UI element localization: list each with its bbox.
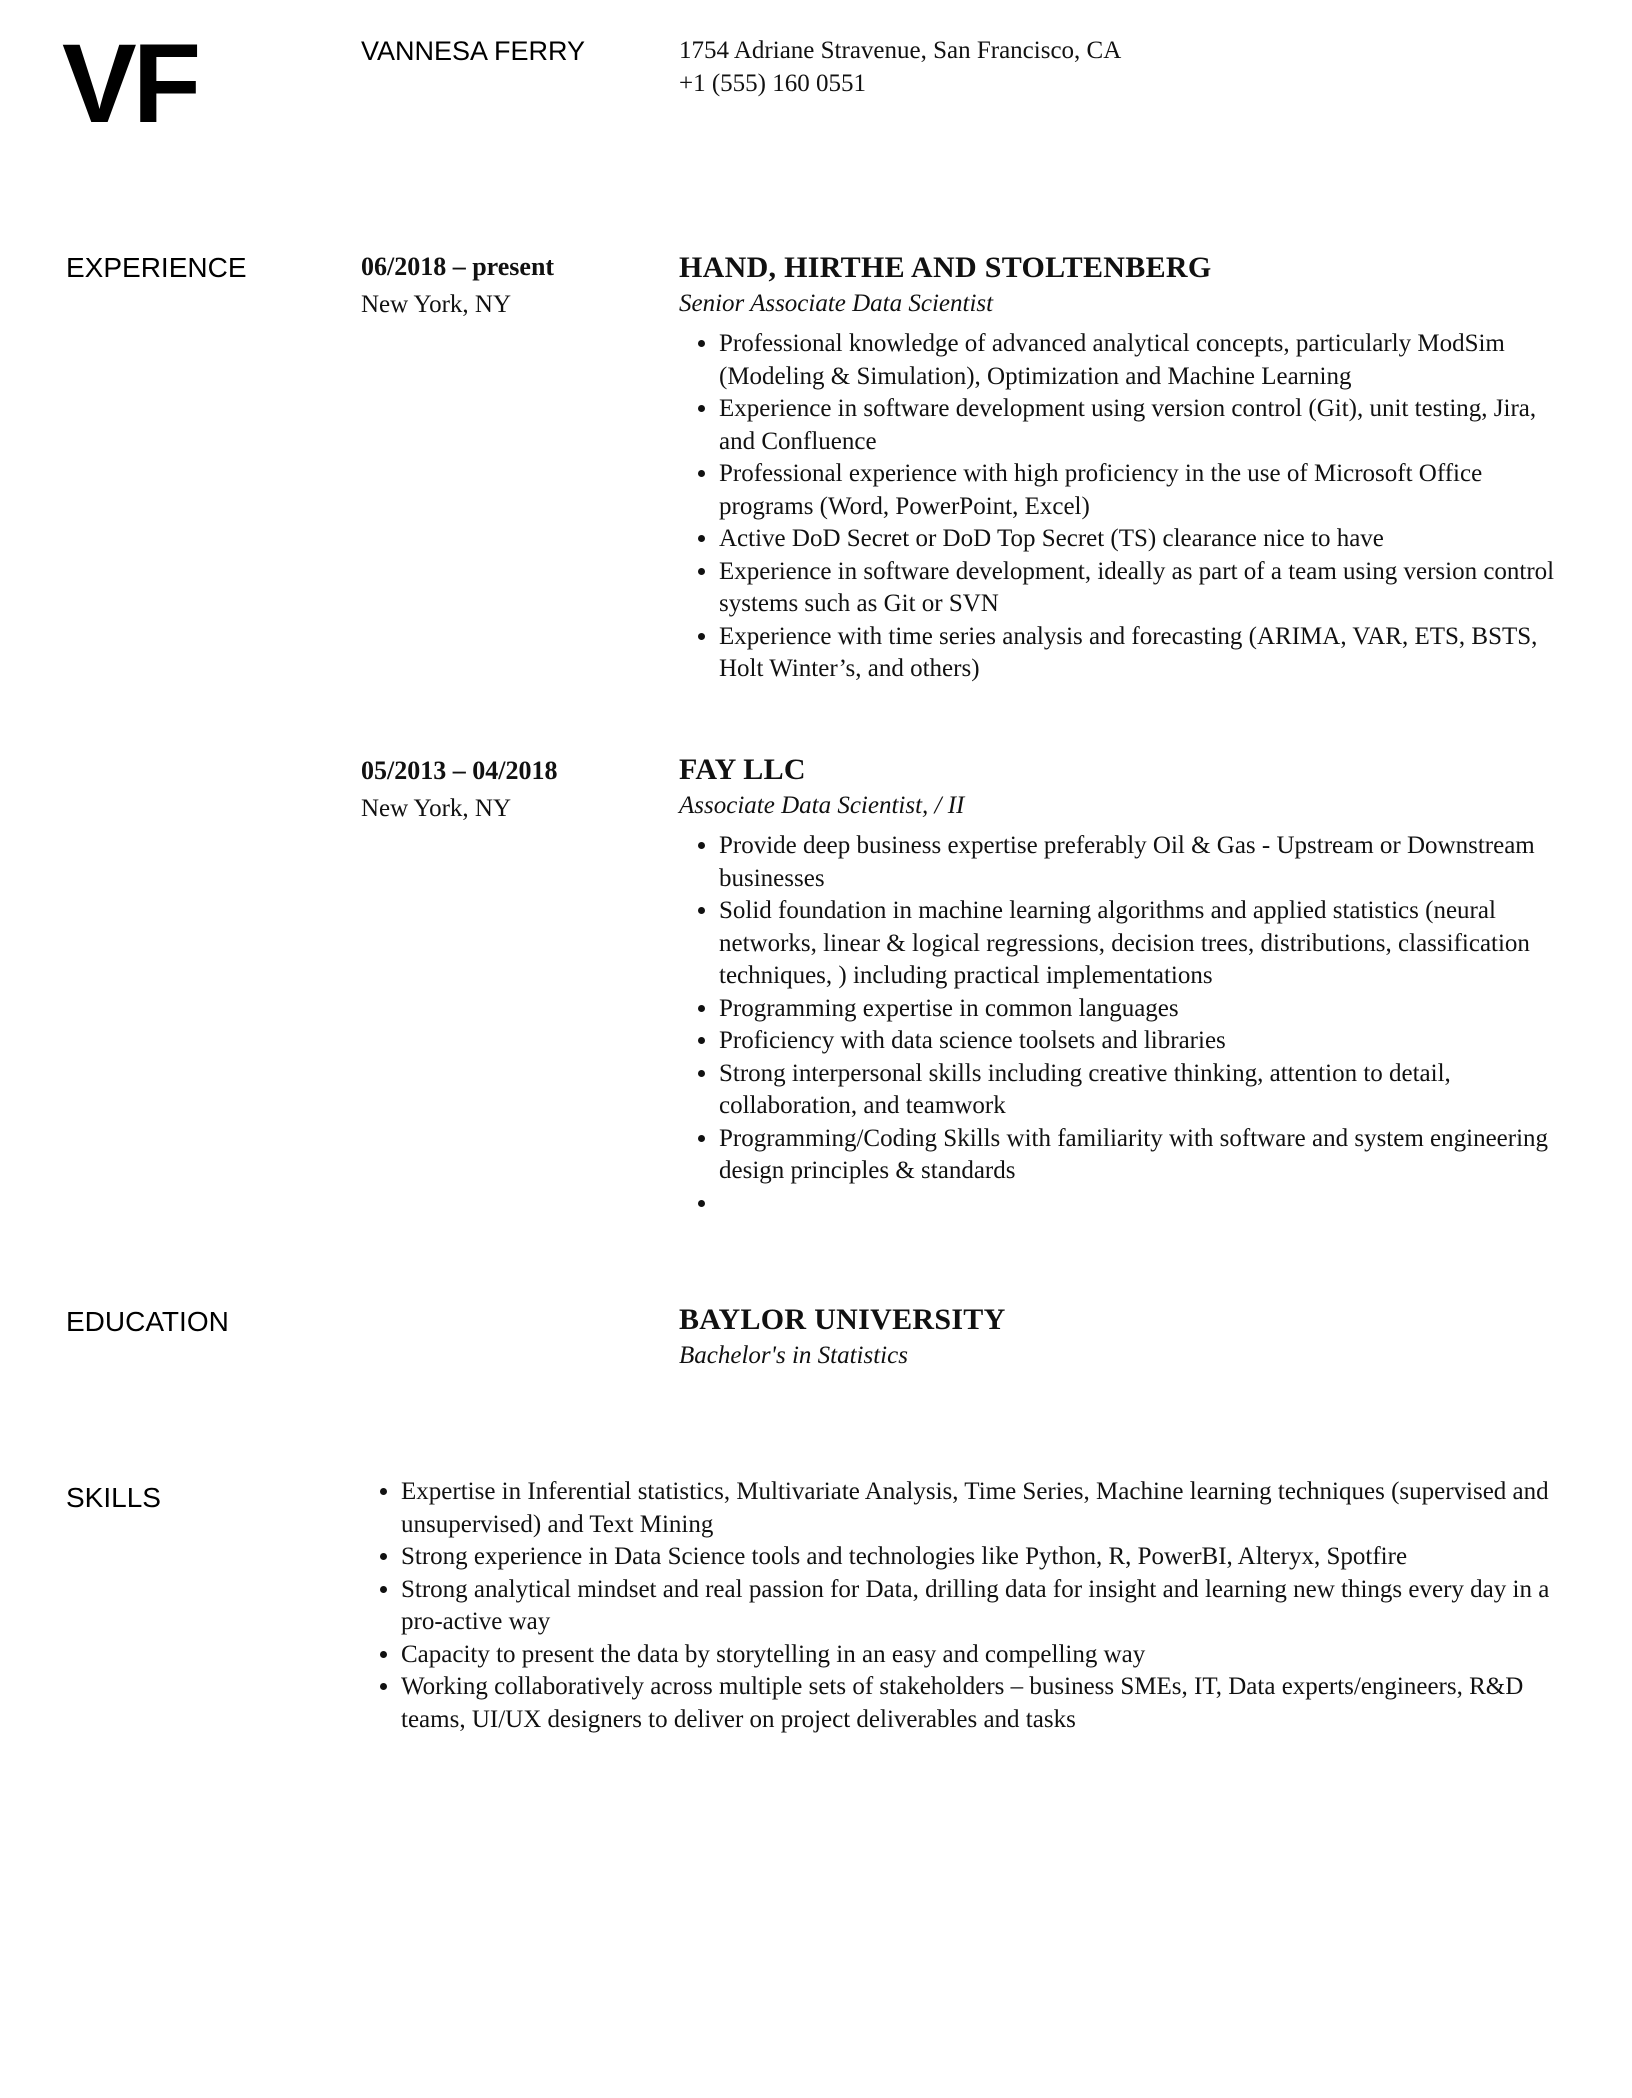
- contact-info: [679, 34, 1121, 100]
- list-item: • Experience in software development using version control (Git), unit testing, Jira, and Confluence: [719, 393, 1559, 458]
- job-entry: [679, 752, 1559, 1220]
- list-item: • Experience in software development, ideally as part of a team using version control systems such as Git or SVN: [719, 556, 1559, 621]
- company-name: FAY LLC: [679, 753, 806, 786]
- list-item: • Solid foundation in machine learning algorithms and applied statistics (neural networks, linear & logical regressions, decision trees, distributions, classification techniques, ) including practical implementations: [719, 895, 1559, 993]
- job-dates: 05/2013 – 04/2018: [361, 756, 558, 785]
- section-heading-experience: EXPERIENCE: [66, 252, 247, 283]
- job-dates: 06/2018 – present: [361, 252, 555, 281]
- skills-list: [361, 1476, 1561, 1736]
- list-item: • Professional experience with high proficiency in the use of Microsoft Office programs (Word, PowerPoint, Excel): [719, 458, 1559, 523]
- job-location: New York, NY: [361, 291, 512, 318]
- job-location: New York, NY: [361, 795, 512, 822]
- list-item: • Programming expertise in common languages: [719, 993, 1559, 1026]
- education-entry: [679, 1302, 1559, 1374]
- list-item: • Professional knowledge of advanced analytical concepts, particularly ModSim (Modeling & Simulation), Optimization and Machine Learning: [719, 328, 1559, 393]
- section-heading-education: EDUCATION: [66, 1306, 229, 1337]
- address: 1754 Adriane Stravenue, San Francisco, CA: [679, 37, 1122, 64]
- monogram: VF: [62, 21, 198, 146]
- skills-bullets: [361, 1476, 1561, 1736]
- list-item: [719, 1188, 1559, 1221]
- candidate-name: VANNESA FERRY: [361, 36, 586, 66]
- job-entry: [679, 250, 1559, 686]
- job-title: Senior Associate Data Scientist: [679, 290, 994, 317]
- job-bullets: [679, 830, 1559, 1220]
- job-meta: [361, 752, 557, 828]
- job-title: Associate Data Scientist, / II: [679, 792, 965, 819]
- list-item: • Programming/Coding Skills with familiarity with software and system engineering design principles & standards: [719, 1123, 1559, 1188]
- school-name: BAYLOR UNIVERSITY: [679, 1303, 1006, 1336]
- list-item: • Working collaboratively across multiple sets of stakeholders – business SMEs, IT, Data experts/engineers, R&D teams, UI/UX designers to deliver on project deliverables and tasks: [401, 1671, 1561, 1736]
- list-item: • Capacity to present the data by storytelling in an easy and compelling way: [401, 1639, 1561, 1672]
- section-heading-skills: SKILLS: [66, 1482, 161, 1513]
- phone: +1 (555) 160 0551: [679, 70, 866, 97]
- degree: Bachelor's in Statistics: [679, 1342, 908, 1369]
- list-item: • Strong interpersonal skills including creative thinking, attention to detail, collaboration, and teamwork: [719, 1058, 1559, 1123]
- job-meta: [361, 248, 554, 324]
- list-item: • Expertise in Inferential statistics, Multivariate Analysis, Time Series, Machine learning techniques (supervised and unsupervised) and Text Mining: [401, 1476, 1561, 1541]
- list-item: • Experience with time series analysis and forecasting (ARIMA, VAR, ETS, BSTS, Holt Winter’s, and others): [719, 621, 1559, 686]
- list-item: • Active DoD Secret or DoD Top Secret (TS) clearance nice to have: [719, 523, 1559, 556]
- company-name: HAND, HIRTHE AND STOLTENBERG: [679, 251, 1212, 284]
- list-item: • Strong analytical mindset and real passion for Data, drilling data for insight and learning new things every day in a pro-active way: [401, 1574, 1561, 1639]
- job-bullets: [679, 328, 1559, 686]
- list-item: • Provide deep business expertise preferably Oil & Gas - Upstream or Downstream businesses: [719, 830, 1559, 895]
- list-item: • Strong experience in Data Science tools and technologies like Python, R, PowerBI, Alteryx, Spotfire: [401, 1541, 1561, 1574]
- list-item: • Proficiency with data science toolsets and libraries: [719, 1025, 1559, 1058]
